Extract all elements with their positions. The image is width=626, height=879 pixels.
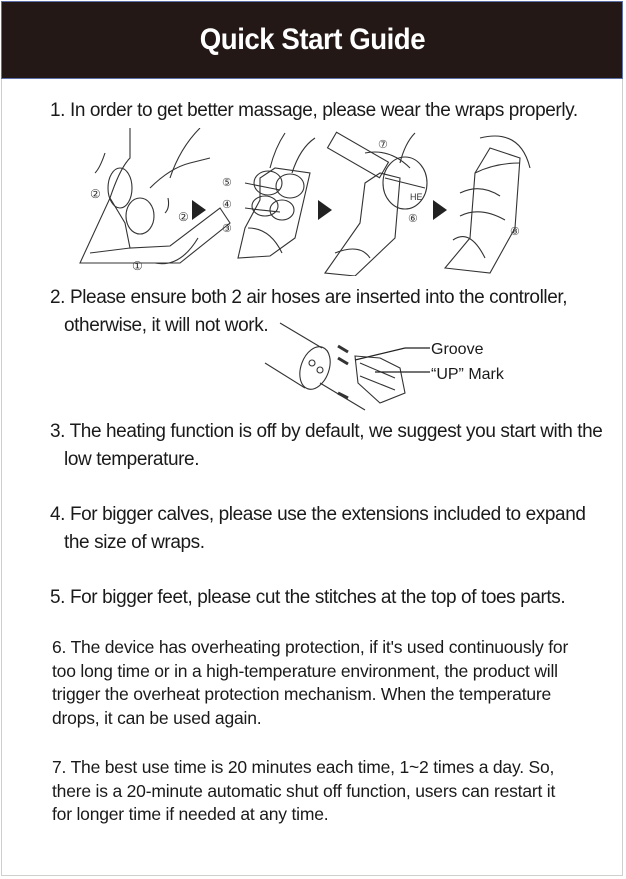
- step-number: 1.: [50, 100, 66, 121]
- page-header: [1, 1, 623, 79]
- step-text-cont: low temperature.: [64, 449, 200, 470]
- marker-2a: ②: [90, 187, 101, 201]
- wrap-instructions-illustration: [70, 128, 560, 276]
- step-text: The device has overheating protection, if it's used continuously for: [70, 637, 569, 657]
- step-number: 2.: [50, 287, 66, 308]
- step-text-cont: trigger the overheat protection mechanism. When the temperature: [52, 684, 552, 704]
- label-leader-lines: [345, 340, 435, 380]
- step-5: [50, 584, 565, 612]
- step-text: The best use time is 20 minutes each time, 1~2 times a day. So,: [70, 757, 555, 777]
- step-4: [50, 501, 586, 557]
- marker-2b: ②: [178, 210, 189, 224]
- wrap-panel-1: [80, 128, 230, 264]
- next-arrow-icon: [433, 200, 447, 220]
- wrap-panel-3: [325, 132, 427, 276]
- marker-6: ⑥: [408, 213, 418, 225]
- step-text: For bigger feet, please cut the stitches at the top of toes parts.: [69, 587, 566, 608]
- next-arrow-icon: [318, 200, 332, 220]
- marker-8: ⑧: [510, 226, 520, 238]
- step-text: Please ensure both 2 air hoses are inserted into the controller,: [69, 287, 568, 308]
- step-1: [50, 97, 578, 125]
- wrap-panel-4: [445, 136, 530, 273]
- step-text-cont: otherwise, it will not work.: [64, 315, 269, 336]
- marker-1: ①: [132, 259, 143, 273]
- step-7: [52, 756, 555, 827]
- next-arrow-icon: [192, 200, 206, 220]
- step-text: For bigger calves, please use the extensions included to expand: [69, 504, 586, 525]
- step-text: In order to get better massage, please wear the wraps properly.: [69, 100, 578, 121]
- step-number: 3.: [50, 421, 66, 442]
- marker-7: ⑦: [378, 139, 388, 151]
- step-text-cont: there is a 20-minute automatic shut off function, users can restart it: [52, 780, 556, 801]
- step-number: 6.: [52, 637, 67, 657]
- marker-3: ③: [222, 223, 232, 235]
- step-number: 7.: [52, 757, 67, 777]
- up-mark-label: “UP” Mark: [431, 366, 504, 383]
- step-text-cont: the size of wraps.: [64, 532, 205, 553]
- wrap-he-label: HE: [410, 192, 423, 202]
- groove-label: Groove: [431, 341, 484, 358]
- marker-5: ⑤: [222, 177, 232, 189]
- step-number: 5.: [50, 587, 66, 608]
- page-title: Quick Start Guide: [199, 23, 425, 56]
- step-text: The heating function is off by default, we suggest you start with the: [69, 421, 603, 442]
- step-text-cont: too long time or in a high-temperature environment, the product will: [52, 660, 558, 681]
- step-text-cont: drops, it can be used again.: [52, 707, 262, 728]
- step-3: [50, 418, 602, 474]
- wrap-panel-2: [238, 133, 315, 258]
- step-text-cont: for longer time if needed at any time.: [52, 804, 329, 824]
- step-number: 4.: [50, 504, 66, 525]
- step-6: [52, 636, 568, 730]
- marker-4: ④: [222, 199, 232, 211]
